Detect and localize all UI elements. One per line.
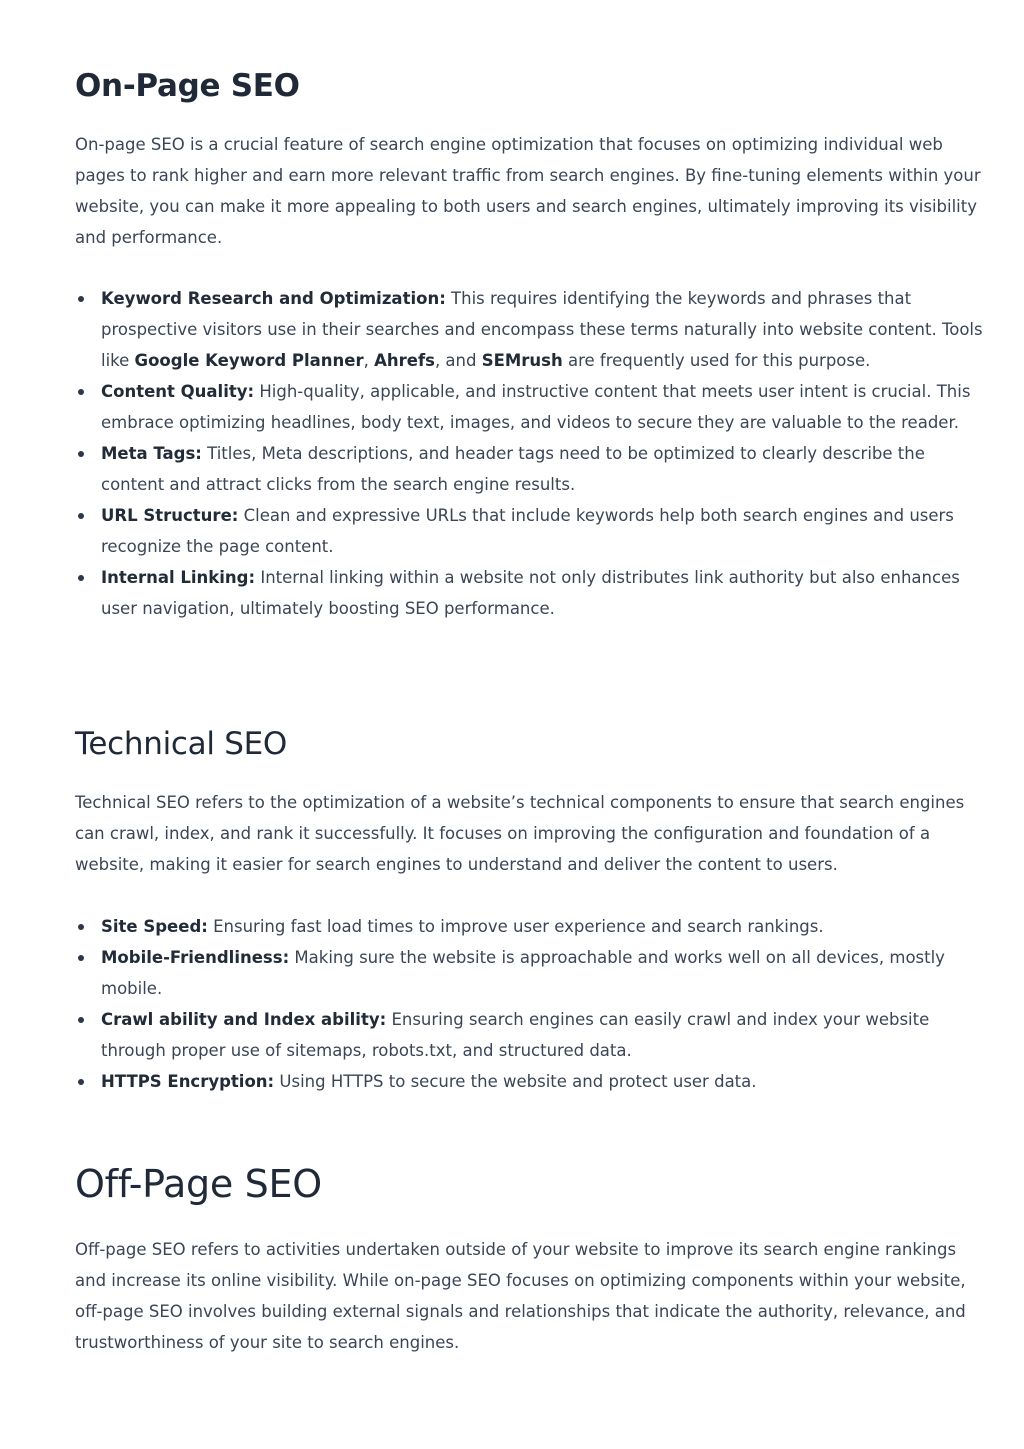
tool-name: SEMrush [481, 351, 563, 370]
list-item [75, 376, 985, 438]
tool-name: Ahrefs [374, 351, 435, 370]
list-item-text: Using HTTPS to secure the website and protect user data. [274, 1072, 757, 1091]
heading-technical-seo: Technical SEO [75, 726, 287, 762]
list-item-term: HTTPS Encryption: [101, 1072, 275, 1091]
list-item [75, 438, 985, 500]
list-item-term: Content Quality: [101, 382, 255, 401]
on-page-intro-paragraph: On-page SEO is a crucial feature of search engine optimization that focuses on optimizing individual web pages to rank higher and earn more relevant traffic from search engines. By fine-tuning elements within your website, you can make it more appealing to both users and search engines, ultimately improving its visibility and performance. [75, 135, 981, 247]
list-item-term: Crawl ability and Index ability: [101, 1010, 387, 1029]
list-item-text: This requires identifying the keywords and phrases that prospective visitors use in their searches and encompass these terms naturally into website content. Tools like [101, 289, 983, 370]
list-item-text: Internal linking within a website not only distributes link authority but also enhances user navigation, ultimately boosting SEO performance. [101, 568, 960, 618]
list-item-term: Keyword Research and Optimization: [101, 289, 446, 308]
list-item-term: Site Speed: [101, 917, 208, 936]
list-item-term: Meta Tags: [101, 444, 202, 463]
list-item-text: are frequently used for this purpose. [562, 351, 871, 370]
list-item [75, 500, 985, 562]
list-item [75, 283, 985, 376]
list-item-text: High-quality, applicable, and instructive content that meets user intent is crucial. This embrace optimizing headlines, body text, images, and videos to secure they are valuable to the reader. [101, 382, 971, 432]
list-item [75, 562, 985, 624]
separator-text: , [363, 351, 375, 370]
technical-factors-list [75, 911, 985, 1097]
list-item [75, 942, 985, 1004]
separator-text: , and [434, 351, 482, 370]
list-item-text: Clean and expressive URLs that include keywords help both search engines and users recognize the page content. [101, 506, 954, 556]
list-item-term: Internal Linking: [101, 568, 256, 587]
technical-intro-paragraph: Technical SEO refers to the optimization of a website’s technical components to ensure that search engines can crawl, index, and rank it successfully. It focuses on improving the configuration and foundation of a website, making it easier for search engines to understand and deliver the content to users. [75, 793, 965, 874]
off-page-intro-paragraph: Off-page SEO refers to activities undertaken outside of your website to improve its search engine rankings and increase its online visibility. While on-page SEO focuses on optimizing components within your website, off-page SEO involves building external signals and relationships that indicate the authority, relevance, and trustworthiness of your site to search engines. [75, 1240, 966, 1352]
list-item-term: Mobile-Friendliness: [101, 948, 290, 967]
list-item-text: Ensuring search engines can easily crawl and index your website through proper use of sitemaps, robots.txt, and structured data. [101, 1010, 930, 1060]
list-item [75, 1004, 985, 1066]
list-item-term: URL Structure: [101, 506, 239, 525]
tool-name: Google Keyword Planner [134, 351, 364, 370]
list-item [75, 911, 985, 942]
list-item-text: Making sure the website is approachable and works well on all devices, mostly mobile. [101, 948, 945, 998]
heading-off-page-seo: Off-Page SEO [75, 1162, 322, 1206]
heading-on-page-seo: On-Page SEO [75, 68, 300, 104]
list-item [75, 1066, 985, 1097]
on-page-factors-list [75, 283, 985, 624]
list-item-text: Titles, Meta descriptions, and header tags need to be optimized to clearly describe the content and attract clicks from the search engine results. [101, 444, 925, 494]
list-item-text: Ensuring fast load times to improve user experience and search rankings. [207, 917, 824, 936]
